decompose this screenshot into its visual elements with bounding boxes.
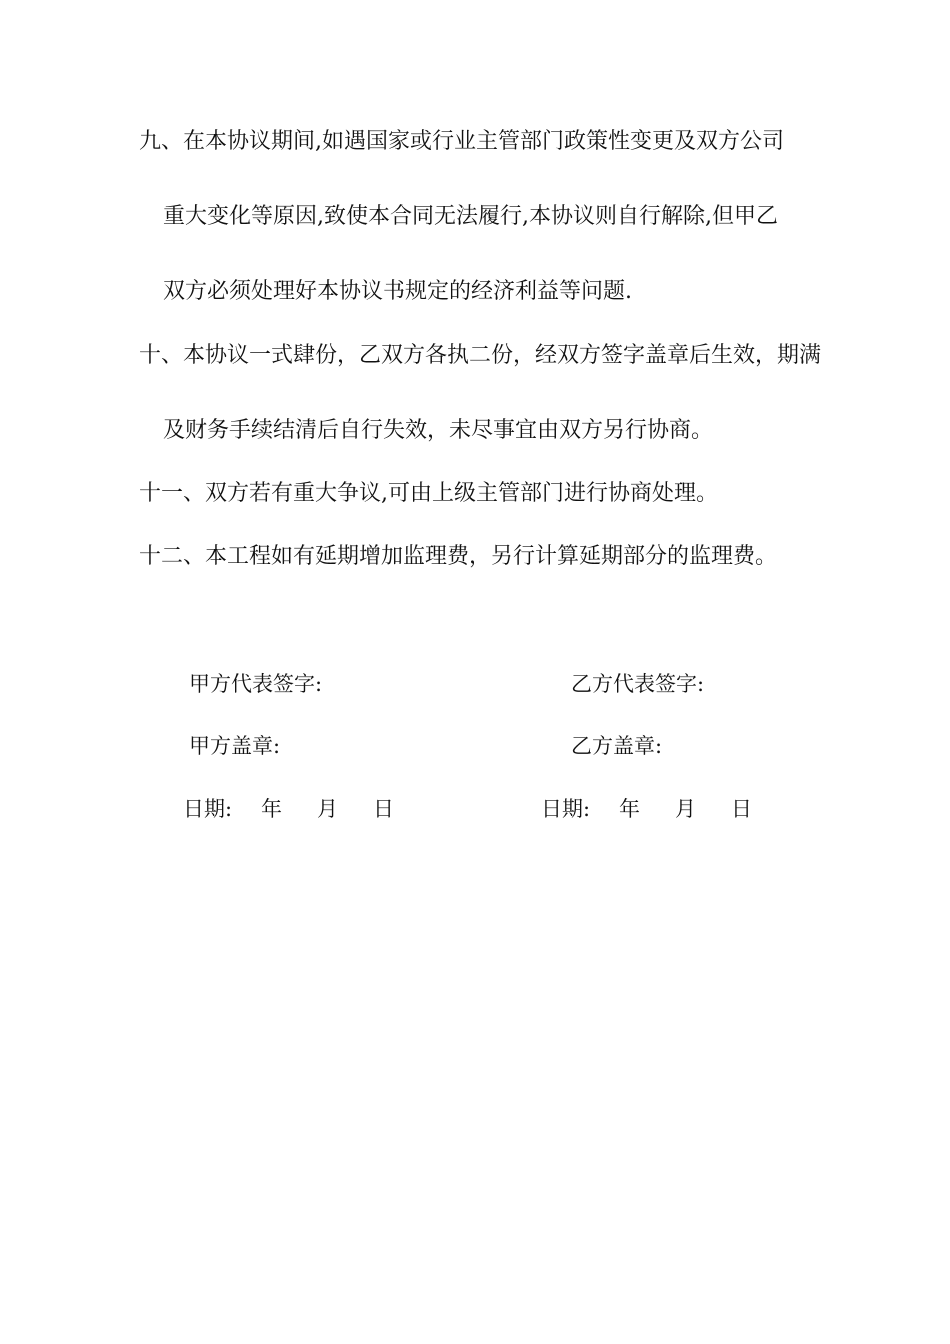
party-a-seal-label: 甲方盖章: (189, 734, 281, 758)
clause-9-line-2: 重大变化等原因,致使本合同无法履行,本协议则自行解除,但甲乙 (163, 204, 778, 229)
party-b-day-label: 日 (731, 797, 752, 821)
party-a-date-row (183, 795, 423, 823)
party-b-month-label: 月 (675, 797, 696, 821)
party-a-day-label: 日 (373, 797, 394, 821)
party-a-rep-signature-label: 甲方代表签字: (189, 672, 323, 696)
party-a-year-label: 年 (261, 797, 282, 821)
party-b-date-label: 日期: (541, 797, 591, 821)
clause-9-line-3: 双方必须处理好本协议书规定的经济利益等问题. (163, 279, 632, 304)
party-b-date-row (541, 795, 781, 823)
party-a-date-label: 日期: (183, 797, 233, 821)
party-a-month-label: 月 (317, 797, 338, 821)
clause-9-line-1: 九、在本协议期间,如遇国家或行业主管部门政策性变更及双方公司 (139, 129, 784, 154)
party-b-rep-signature-label: 乙方代表签字: (571, 672, 705, 696)
party-b-year-label: 年 (619, 797, 640, 821)
clause-10-line-1: 十、本协议一式肆份，乙双方各执二份，经双方签字盖章后生效，期满 (139, 343, 822, 368)
clause-10-line-2: 及财务手续结清后自行失效，未尽事宜由双方另行协商。 (163, 418, 714, 443)
party-b-seal-label: 乙方盖章: (571, 734, 663, 758)
clause-12-line-1: 十二、本工程如有延期增加监理费，另行计算延期部分的监理费。 (139, 544, 778, 569)
clause-11-line-1: 十一、双方若有重大争议,可由上级主管部门进行协商处理。 (139, 481, 718, 506)
